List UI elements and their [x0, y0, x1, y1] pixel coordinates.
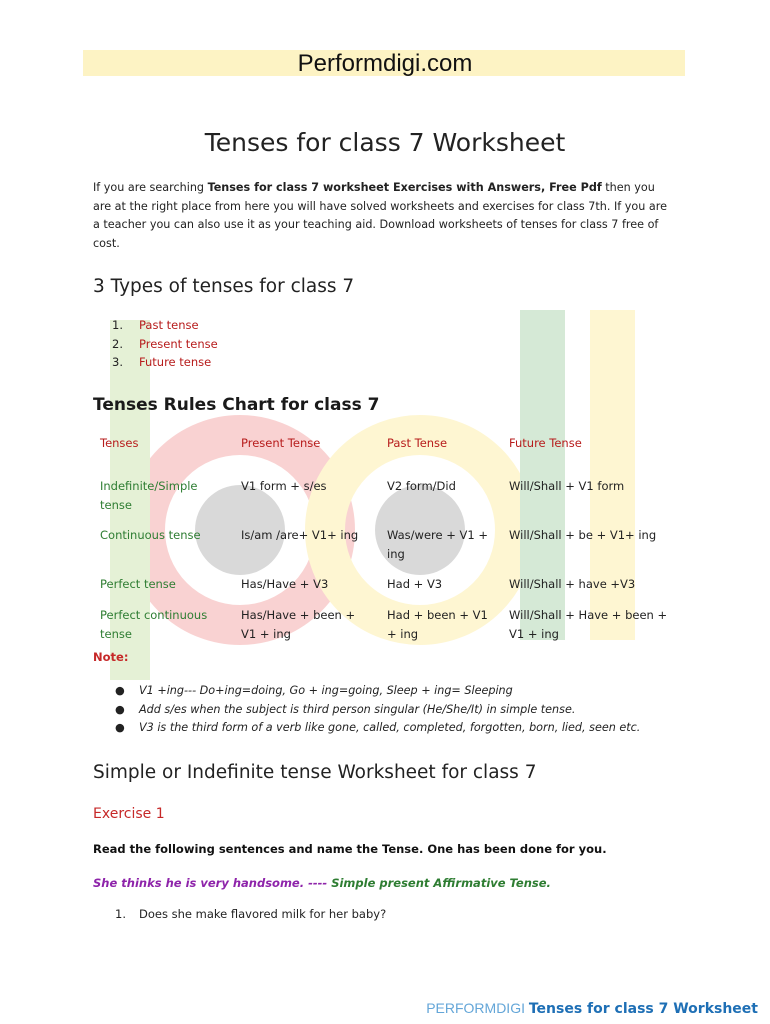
table-cell: Will/Shall + be + V1+ ing: [509, 528, 657, 542]
list-item: [112, 316, 218, 335]
notes-list: [115, 682, 640, 738]
table-cell: Will/Shall + Have + been + V1 + ing: [509, 608, 668, 641]
intro-text-2: then you are at the right place from here you will have solved worksheets and exercises for class 7th. If you are a teacher you can also use it as your teaching aid. Download worksheets of tenses for class 7 free of cost.: [93, 181, 667, 250]
list-item: [115, 701, 640, 720]
table-cell: V1 form + s/es: [241, 479, 327, 493]
table-cell: Has/Have + V3: [241, 577, 329, 591]
list-item: [115, 719, 640, 738]
list-item: [115, 682, 640, 701]
table-header-cell: Past Tense: [387, 436, 448, 450]
question-number: 1.: [115, 907, 126, 921]
question-text: Does she make flavored milk for her baby?: [139, 907, 387, 921]
question-item: [115, 907, 386, 921]
table-cell: Indefinite/Simple tense: [100, 479, 198, 512]
table-cell: Will/Shall + have +V3: [509, 577, 636, 591]
intro-paragraph: [93, 179, 668, 253]
exercise-instruction: Read the following sentences and name the Tense. One has been done for you.: [93, 842, 607, 856]
note-label: Note:: [93, 650, 129, 664]
worked-example: [93, 876, 551, 890]
intro-bold: Tenses for class 7 worksheet Exercises with Answers, Free Pdf: [207, 181, 602, 194]
worksheet-heading: Simple or Indefinite tense Worksheet for class 7: [93, 762, 537, 783]
example-sentence: She thinks he is very handsome. ----: [93, 876, 332, 890]
bullet-icon: ●: [115, 721, 125, 734]
table-cell: Is/am /are+ V1+ ing: [241, 528, 359, 542]
site-name: Performdigi.com: [297, 50, 473, 77]
list-text: Future tense: [139, 355, 212, 369]
types-heading: 3 Types of tenses for class 7: [93, 276, 355, 297]
exercise-title: Exercise 1: [93, 806, 165, 822]
example-answer: Simple present Affirmative Tense.: [331, 876, 551, 890]
list-number: 2.: [112, 336, 123, 351]
table-header-cell: Present Tense: [241, 436, 321, 450]
note-text: V1 +ing--- Do+ing=doing, Go + ing=going, Sleep + ing= Sleeping: [139, 684, 513, 697]
table-cell: Perfect continuous tense: [100, 608, 208, 641]
table-header-cell: Future Tense: [509, 436, 582, 450]
table-cell: Continuous tense: [100, 528, 201, 542]
table-cell: Will/Shall + V1 form: [509, 479, 625, 493]
table-cell: Has/Have + been + V1 + ing: [241, 608, 356, 641]
table-header-cell: Tenses: [100, 436, 139, 450]
list-item: [112, 335, 218, 354]
table-cell: Had + V3: [387, 577, 443, 591]
list-text: Past tense: [139, 318, 199, 332]
bullet-icon: ●: [115, 702, 125, 716]
list-text: Present tense: [139, 336, 218, 351]
page-title: Tenses for class 7 Worksheet: [204, 128, 566, 157]
note-text: Add s/es when the subject is third person singular (He/She/It) in simple tense.: [139, 702, 576, 716]
footer-title: Tenses for class 7 Worksheet: [528, 1001, 758, 1017]
table-cell: Was/were + V1 + ing: [387, 528, 489, 561]
footer-brand: PERFORMDIGI: [426, 1000, 529, 1016]
list-number: 1.: [112, 318, 123, 332]
note-text: V3 is the third form of a verb like gone, called, completed, forgotten, born, lied, seen etc.: [139, 721, 641, 734]
types-list: [112, 316, 218, 372]
table-cell: Perfect tense: [100, 577, 176, 591]
list-item: [112, 353, 218, 372]
page-footer: [426, 1000, 758, 1017]
bullet-icon: ●: [115, 684, 125, 697]
chart-heading: Tenses Rules Chart for class 7: [93, 395, 380, 415]
list-number: 3.: [112, 355, 123, 369]
table-cell: Had + been + V1 + ing: [387, 608, 488, 641]
table-cell: V2 form/Did: [387, 479, 456, 493]
intro-text-1: If you are searching: [93, 181, 208, 194]
